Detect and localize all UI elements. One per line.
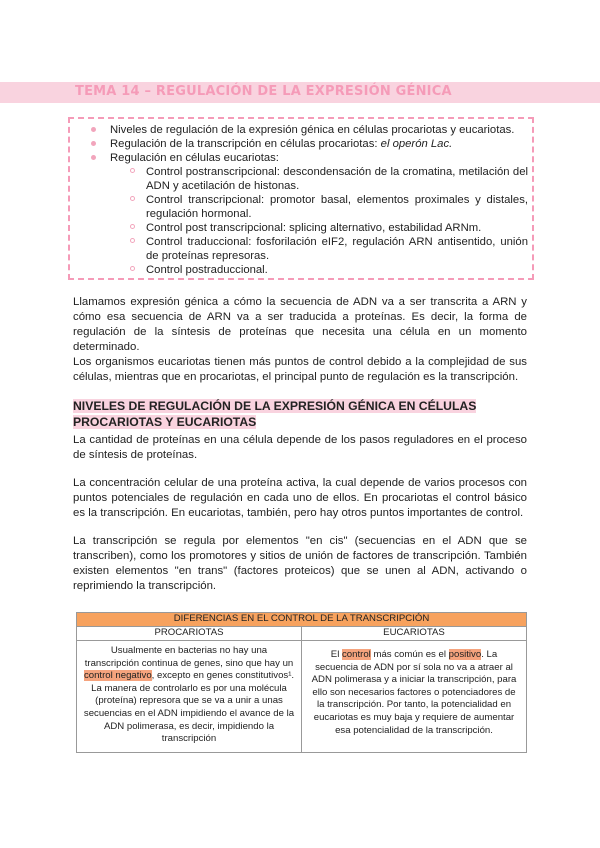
toc-item-emphasis: el operón Lac. [380, 138, 453, 150]
intro-paragraph-1: Llamamos expresión génica a cómo la secuencia de ADN va a ser transcrita a ARN y cómo esa secuencia de ARN va a ser traducida a proteínas. Es decir, la forma de regulación de la síntesis de proteínas que necesita una célula en un momento determinado. [73, 296, 527, 353]
toc-item-text: Niveles de regulación de la expresión génica en células procariotas y eucariotas. [110, 124, 515, 136]
hollow-bullet-icon [130, 224, 135, 229]
toc-subitem [70, 263, 532, 277]
bullet-icon [91, 155, 96, 160]
column-header-eucariotas: EUCARIOTAS [302, 627, 527, 641]
procariotas-cell: Usualmente en bacterias no hay una transcripción continua de genes, sino que hay un control negativo, excepto en genes constitutivos¹. La manera de controlarlo es por una molécula (proteína) represora que se va a unir a unas secuencias en el ADN impidiendo el avance de la ADN polimerasa, es decir, impidiendo la transcripción [77, 641, 302, 753]
section-paragraph-1: La cantidad de proteínas en una célula depende de los pasos reguladores en el proceso de síntesis de proteínas. [73, 434, 527, 461]
column-header-procariotas: PROCARIOTAS [77, 627, 302, 641]
toc-item [70, 151, 532, 165]
section-heading [73, 398, 533, 430]
table-title: DIFERENCIAS EN EL CONTROL DE LA TRANSCRIPCIÓN [77, 613, 527, 627]
toc-subitem [70, 235, 532, 263]
eucariotas-cell: El control más común es el positivo. La secuencia de ADN por sí sola no va a atraer al ADN polimerasa y a iniciar la transcripción, para ello son necesarios factores o potenciadores de la transcripción. Por tanto, la potencialidad en eucariotas es muy baja y requiere de aumentar esa potencialidad de la transcripción. [302, 641, 527, 753]
toc-subitem-text: Control post transcripcional: splicing alternativo, estabilidad ARNm. [146, 222, 482, 234]
intro-paragraph-2: Los organismos eucariotas tienen más puntos de control debido a la complejidad de sus células, mientras que en procariotas, el principal punto de regulación es la transcripción. [73, 356, 527, 383]
toc-subitem-text: Control transcripcional: promotor basal, elementos proximales y distales, regulación hormonal. [146, 194, 528, 220]
highlight-control-negativo: control negativo [83, 670, 152, 682]
section-paragraph-2: La concentración celular de una proteína activa, la cual depende de varios procesos con puntos potenciales de regulación en cada uno de ellos. En procariotas el control básico es la transcripción. En eucariotas, también, pero hay otros puntos importantes de control. [73, 477, 527, 519]
hollow-bullet-icon [130, 168, 135, 173]
highlight-control: control [342, 649, 371, 660]
section-paragraph-3: La transcripción se regula por elementos "en cis" (secuencias en el ADN que se transcriben), como los promotores y sitios de unión de factores de transcripción. También existen elementos "en trans" (factores proteicos) que se unen al ADN, activando o reprimiendo la transcripción. [73, 535, 527, 592]
toc-subitem [70, 193, 532, 221]
bullet-icon [91, 127, 96, 132]
hollow-bullet-icon [130, 196, 135, 201]
toc-subitem [70, 165, 532, 193]
page-title: TEMA 14 – REGULACIÓN DE LA EXPRESIÓN GÉNICA [75, 84, 452, 99]
toc-item-text: Regulación en células eucariotas: [110, 152, 279, 164]
hollow-bullet-icon [130, 238, 135, 243]
toc-item [70, 123, 532, 137]
toc-item-text: Regulación de la transcripción en células procariotas: [110, 138, 378, 150]
bullet-icon [91, 141, 96, 146]
toc-item [70, 137, 532, 151]
hollow-bullet-icon [130, 266, 135, 271]
toc-subitem-text: Control postraduccional. [146, 264, 268, 276]
toc-subitem-text: Control postranscripcional: descondensación de la cromatina, metilación del ADN y acetilación de histonas. [146, 166, 528, 192]
section-heading-text: NIVELES DE REGULACIÓN DE LA EXPRESIÓN GÉNICA EN CÉLULAS PROCARIOTAS Y EUCARIOTAS [73, 399, 477, 429]
comparison-table [76, 612, 527, 753]
toc-subitem [70, 221, 532, 235]
toc-subitem-text: Control traduccional: fosforilación eIF2, regulación ARN antisentido, unión de proteínas represoras. [146, 236, 528, 262]
table-of-contents [68, 117, 534, 280]
highlight-positivo: positivo [448, 649, 482, 660]
